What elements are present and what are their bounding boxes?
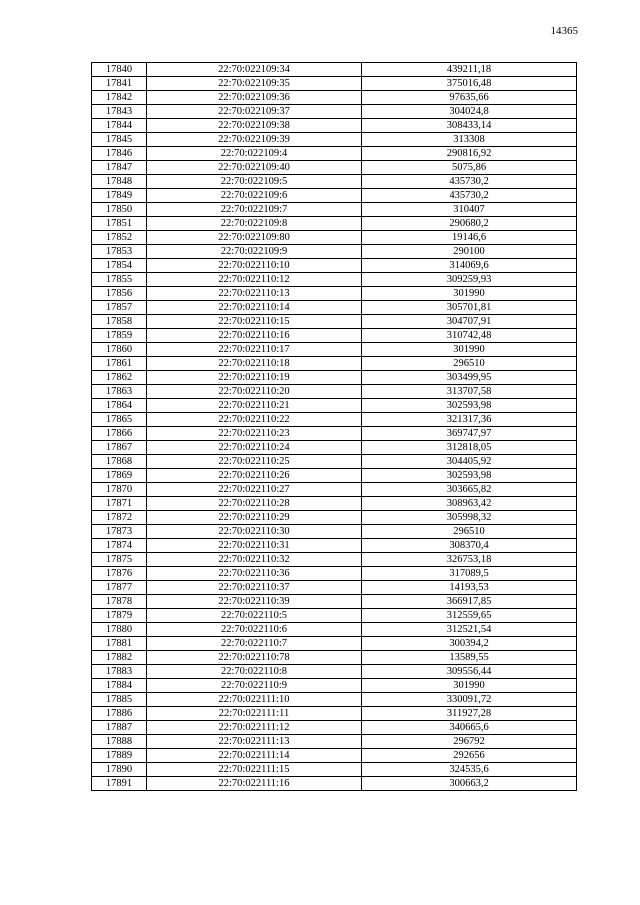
table-row — [92, 651, 577, 665]
row-number-cell: 17857 — [92, 301, 147, 315]
cadastral-number-cell: 22:70:022111:15 — [147, 763, 362, 777]
cadastral-number-cell: 22:70:022109:37 — [147, 105, 362, 119]
value-cell: 301990 — [362, 679, 577, 693]
row-number-cell: 17886 — [92, 707, 147, 721]
row-number-cell: 17863 — [92, 385, 147, 399]
table-row — [92, 273, 577, 287]
value-cell: 300663,2 — [362, 777, 577, 791]
table-row — [92, 91, 577, 105]
value-cell: 312559,65 — [362, 609, 577, 623]
cadastral-number-cell: 22:70:022109:40 — [147, 161, 362, 175]
table-row — [92, 497, 577, 511]
value-cell: 309259,93 — [362, 273, 577, 287]
row-number-cell: 17840 — [92, 63, 147, 77]
value-cell: 19146,6 — [362, 231, 577, 245]
value-cell: 304707,91 — [362, 315, 577, 329]
cadastral-number-cell: 22:70:022111:14 — [147, 749, 362, 763]
cadastral-number-cell: 22:70:022110:26 — [147, 469, 362, 483]
cadastral-number-cell: 22:70:022110:13 — [147, 287, 362, 301]
table-row — [92, 259, 577, 273]
value-cell: 317089,5 — [362, 567, 577, 581]
row-number-cell: 17891 — [92, 777, 147, 791]
value-cell: 305998,32 — [362, 511, 577, 525]
value-cell: 292656 — [362, 749, 577, 763]
value-cell: 296510 — [362, 525, 577, 539]
row-number-cell: 17845 — [92, 133, 147, 147]
cadastral-number-cell: 22:70:022110:78 — [147, 651, 362, 665]
row-number-cell: 17860 — [92, 343, 147, 357]
records-table-body — [92, 63, 577, 791]
value-cell: 314069,6 — [362, 259, 577, 273]
value-cell: 326753,18 — [362, 553, 577, 567]
cadastral-number-cell: 22:70:022110:36 — [147, 567, 362, 581]
row-number-cell: 17887 — [92, 721, 147, 735]
cadastral-number-cell: 22:70:022110:16 — [147, 329, 362, 343]
row-number-cell: 17846 — [92, 147, 147, 161]
table-row — [92, 357, 577, 371]
table-row — [92, 175, 577, 189]
value-cell: 330091,72 — [362, 693, 577, 707]
cadastral-number-cell: 22:70:022109:7 — [147, 203, 362, 217]
table-row — [92, 749, 577, 763]
value-cell: 290680,2 — [362, 217, 577, 231]
cadastral-number-cell: 22:70:022110:8 — [147, 665, 362, 679]
table-row — [92, 413, 577, 427]
cadastral-number-cell: 22:70:022110:18 — [147, 357, 362, 371]
row-number-cell: 17873 — [92, 525, 147, 539]
table-row — [92, 623, 577, 637]
cadastral-number-cell: 22:70:022110:17 — [147, 343, 362, 357]
value-cell: 310407 — [362, 203, 577, 217]
cadastral-number-cell: 22:70:022110:14 — [147, 301, 362, 315]
cadastral-number-cell: 22:70:022110:21 — [147, 399, 362, 413]
row-number-cell: 17875 — [92, 553, 147, 567]
table-row — [92, 721, 577, 735]
cadastral-number-cell: 22:70:022110:30 — [147, 525, 362, 539]
table-row — [92, 693, 577, 707]
value-cell: 305701,81 — [362, 301, 577, 315]
value-cell: 321317,36 — [362, 413, 577, 427]
row-number-cell: 17869 — [92, 469, 147, 483]
value-cell: 301990 — [362, 343, 577, 357]
row-number-cell: 17866 — [92, 427, 147, 441]
row-number-cell: 17844 — [92, 119, 147, 133]
table-row — [92, 189, 577, 203]
table-row — [92, 539, 577, 553]
table-row — [92, 315, 577, 329]
table-row — [92, 217, 577, 231]
row-number-cell: 17879 — [92, 609, 147, 623]
table-row — [92, 455, 577, 469]
row-number-cell: 17880 — [92, 623, 147, 637]
table-row — [92, 525, 577, 539]
value-cell: 366917,85 — [362, 595, 577, 609]
table-row — [92, 161, 577, 175]
cadastral-number-cell: 22:70:022110:10 — [147, 259, 362, 273]
value-cell: 296792 — [362, 735, 577, 749]
value-cell: 312521,54 — [362, 623, 577, 637]
row-number-cell: 17856 — [92, 287, 147, 301]
cadastral-number-cell: 22:70:022109:38 — [147, 119, 362, 133]
cadastral-number-cell: 22:70:022110:22 — [147, 413, 362, 427]
cadastral-number-cell: 22:70:022111:13 — [147, 735, 362, 749]
table-row — [92, 287, 577, 301]
row-number-cell: 17854 — [92, 259, 147, 273]
cadastral-number-cell: 22:70:022110:12 — [147, 273, 362, 287]
value-cell: 435730,2 — [362, 175, 577, 189]
value-cell: 313707,58 — [362, 385, 577, 399]
table-row — [92, 399, 577, 413]
value-cell: 309556,44 — [362, 665, 577, 679]
row-number-cell: 17849 — [92, 189, 147, 203]
row-number-cell: 17862 — [92, 371, 147, 385]
value-cell: 310742,48 — [362, 329, 577, 343]
cadastral-number-cell: 22:70:022111:11 — [147, 707, 362, 721]
cadastral-number-cell: 22:70:022110:28 — [147, 497, 362, 511]
row-number-cell: 17850 — [92, 203, 147, 217]
table-row — [92, 147, 577, 161]
row-number-cell: 17847 — [92, 161, 147, 175]
cadastral-number-cell: 22:70:022111:16 — [147, 777, 362, 791]
row-number-cell: 17881 — [92, 637, 147, 651]
table-row — [92, 735, 577, 749]
value-cell: 375016,48 — [362, 77, 577, 91]
table-row — [92, 63, 577, 77]
cadastral-number-cell: 22:70:022110:7 — [147, 637, 362, 651]
cadastral-number-cell: 22:70:022109:5 — [147, 175, 362, 189]
cadastral-number-cell: 22:70:022110:6 — [147, 623, 362, 637]
table-row — [92, 231, 577, 245]
table-row — [92, 665, 577, 679]
row-number-cell: 17855 — [92, 273, 147, 287]
value-cell: 439211,18 — [362, 63, 577, 77]
table-row — [92, 763, 577, 777]
cadastral-number-cell: 22:70:022110:27 — [147, 483, 362, 497]
cadastral-number-cell: 22:70:022109:39 — [147, 133, 362, 147]
cadastral-number-cell: 22:70:022110:19 — [147, 371, 362, 385]
table-row — [92, 469, 577, 483]
page-number: 14365 — [550, 25, 578, 37]
row-number-cell: 17878 — [92, 595, 147, 609]
row-number-cell: 17885 — [92, 693, 147, 707]
value-cell: 302593,98 — [362, 399, 577, 413]
value-cell: 435730,2 — [362, 189, 577, 203]
cadastral-number-cell: 22:70:022110:20 — [147, 385, 362, 399]
value-cell: 311927,28 — [362, 707, 577, 721]
cadastral-number-cell: 22:70:022109:9 — [147, 245, 362, 259]
cadastral-number-cell: 22:70:022109:36 — [147, 91, 362, 105]
cadastral-number-cell: 22:70:022110:23 — [147, 427, 362, 441]
cadastral-number-cell: 22:70:022110:24 — [147, 441, 362, 455]
cadastral-number-cell: 22:70:022110:9 — [147, 679, 362, 693]
value-cell: 312818,05 — [362, 441, 577, 455]
table-row — [92, 595, 577, 609]
value-cell: 5075,86 — [362, 161, 577, 175]
table-row — [92, 777, 577, 791]
row-number-cell: 17841 — [92, 77, 147, 91]
cadastral-number-cell: 22:70:022110:29 — [147, 511, 362, 525]
table-row — [92, 119, 577, 133]
row-number-cell: 17843 — [92, 105, 147, 119]
row-number-cell: 17868 — [92, 455, 147, 469]
cadastral-number-cell: 22:70:022110:32 — [147, 553, 362, 567]
table-row — [92, 301, 577, 315]
row-number-cell: 17851 — [92, 217, 147, 231]
row-number-cell: 17872 — [92, 511, 147, 525]
row-number-cell: 17877 — [92, 581, 147, 595]
table-row — [92, 441, 577, 455]
table-row — [92, 707, 577, 721]
value-cell: 290100 — [362, 245, 577, 259]
row-number-cell: 17861 — [92, 357, 147, 371]
cadastral-number-cell: 22:70:022110:31 — [147, 539, 362, 553]
value-cell: 308433,14 — [362, 119, 577, 133]
cadastral-number-cell: 22:70:022110:5 — [147, 609, 362, 623]
row-number-cell: 17876 — [92, 567, 147, 581]
table-row — [92, 133, 577, 147]
cadastral-number-cell: 22:70:022109:6 — [147, 189, 362, 203]
value-cell: 302593,98 — [362, 469, 577, 483]
table-row — [92, 343, 577, 357]
table-row — [92, 371, 577, 385]
row-number-cell: 17888 — [92, 735, 147, 749]
cadastral-number-cell: 22:70:022109:35 — [147, 77, 362, 91]
value-cell: 304405,92 — [362, 455, 577, 469]
value-cell: 300394,2 — [362, 637, 577, 651]
value-cell: 97635,66 — [362, 91, 577, 105]
table-row — [92, 637, 577, 651]
row-number-cell: 17858 — [92, 315, 147, 329]
value-cell: 14193,53 — [362, 581, 577, 595]
cadastral-number-cell: 22:70:022109:8 — [147, 217, 362, 231]
value-cell: 290816,92 — [362, 147, 577, 161]
records-table — [91, 62, 577, 791]
row-number-cell: 17883 — [92, 665, 147, 679]
table-row — [92, 581, 577, 595]
cadastral-number-cell: 22:70:022110:15 — [147, 315, 362, 329]
row-number-cell: 17853 — [92, 245, 147, 259]
table-row — [92, 609, 577, 623]
row-number-cell: 17865 — [92, 413, 147, 427]
row-number-cell: 17884 — [92, 679, 147, 693]
cadastral-number-cell: 22:70:022111:10 — [147, 693, 362, 707]
row-number-cell: 17871 — [92, 497, 147, 511]
row-number-cell: 17890 — [92, 763, 147, 777]
value-cell: 301990 — [362, 287, 577, 301]
value-cell: 324535,6 — [362, 763, 577, 777]
value-cell: 308963,42 — [362, 497, 577, 511]
value-cell: 369747,97 — [362, 427, 577, 441]
value-cell: 303665,82 — [362, 483, 577, 497]
row-number-cell: 17874 — [92, 539, 147, 553]
value-cell: 304024,8 — [362, 105, 577, 119]
table-row — [92, 427, 577, 441]
table-row — [92, 567, 577, 581]
row-number-cell: 17882 — [92, 651, 147, 665]
table-row — [92, 77, 577, 91]
cadastral-number-cell: 22:70:022109:34 — [147, 63, 362, 77]
value-cell: 13589,55 — [362, 651, 577, 665]
table-row — [92, 483, 577, 497]
row-number-cell: 17859 — [92, 329, 147, 343]
row-number-cell: 17889 — [92, 749, 147, 763]
table-row — [92, 245, 577, 259]
value-cell: 296510 — [362, 357, 577, 371]
table-row — [92, 553, 577, 567]
table-row — [92, 105, 577, 119]
row-number-cell: 17867 — [92, 441, 147, 455]
row-number-cell: 17842 — [92, 91, 147, 105]
value-cell: 303499,95 — [362, 371, 577, 385]
cadastral-number-cell: 22:70:022109:80 — [147, 231, 362, 245]
table-row — [92, 329, 577, 343]
row-number-cell: 17848 — [92, 175, 147, 189]
table-row — [92, 679, 577, 693]
table-row — [92, 511, 577, 525]
cadastral-number-cell: 22:70:022110:39 — [147, 595, 362, 609]
value-cell: 308370,4 — [362, 539, 577, 553]
value-cell: 313308 — [362, 133, 577, 147]
cadastral-number-cell: 22:70:022111:12 — [147, 721, 362, 735]
cadastral-number-cell: 22:70:022110:37 — [147, 581, 362, 595]
value-cell: 340665,6 — [362, 721, 577, 735]
row-number-cell: 17852 — [92, 231, 147, 245]
table-row — [92, 203, 577, 217]
cadastral-number-cell: 22:70:022110:25 — [147, 455, 362, 469]
table-row — [92, 385, 577, 399]
row-number-cell: 17864 — [92, 399, 147, 413]
row-number-cell: 17870 — [92, 483, 147, 497]
cadastral-number-cell: 22:70:022109:4 — [147, 147, 362, 161]
